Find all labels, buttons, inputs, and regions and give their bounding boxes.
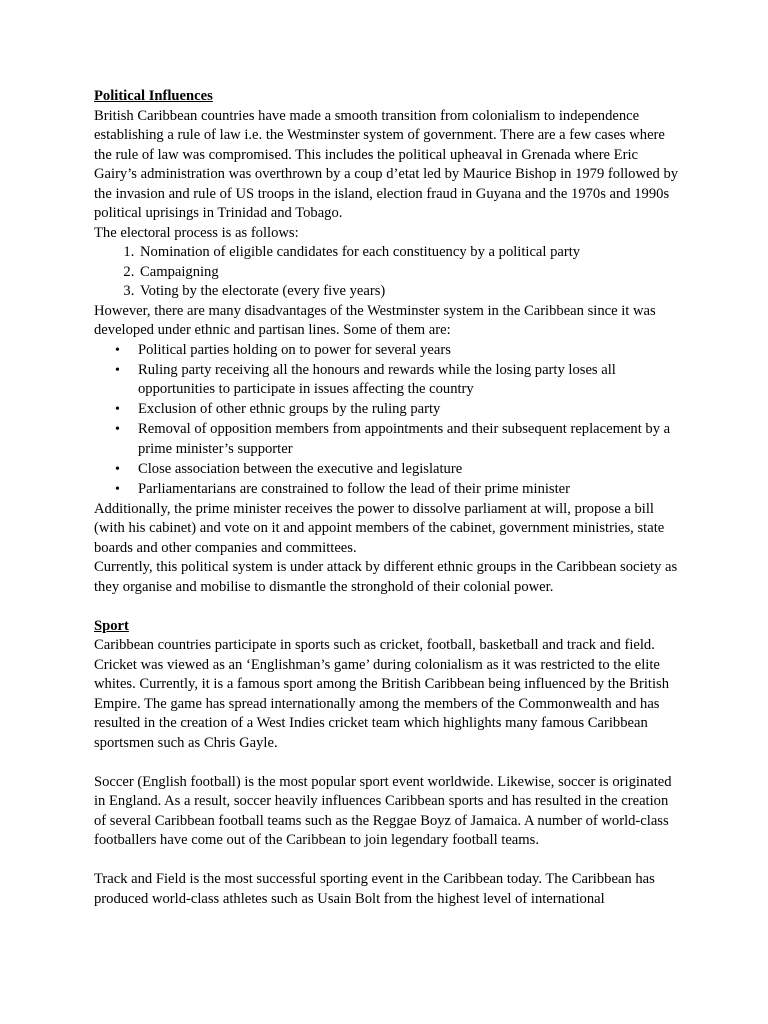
paragraph-spacer xyxy=(94,753,684,773)
disadvantages-lead-paragraph: However, there are many disadvantages of the Westminster system in the Caribbean since it was developed under ethnic and partisan lines. Some of them are: xyxy=(94,302,656,338)
list-item: • Political parties holding on to power for several years xyxy=(138,341,684,361)
sport-paragraph-track: Track and Field is the most successful sporting event in the Caribbean today. The Caribbean has produced world-class athletes such as Usain Bolt from the highest level of international xyxy=(94,871,655,907)
list-item: • Parliamentarians are constrained to follow the lead of their prime minister xyxy=(138,480,684,500)
section-spacer xyxy=(94,597,684,617)
section-heading-political: Political Influences xyxy=(94,88,213,104)
additionally-paragraph: Additionally, the prime minister receives the power to dissolve parliament at will, propose a bill (with his cabinet) and vote on it and appoint members of the cabinet, government ministries, state boards and other companies and committees. xyxy=(94,500,665,556)
sport-paragraph-soccer: Soccer (English football) is the most popular sport event worldwide. Likewise, soccer is originated in England. As a result, soccer heavily influences Caribbean sports and has resulted in the creation of several Caribbean football teams such as the Reggae Boyz of Jamaica. A number of world-class footballers have come out of the Caribbean to join legendary football teams. xyxy=(94,773,672,848)
list-item: • Removal of opposition members from appointments and their subsequent replacement by a prime minister’s supporter xyxy=(138,420,684,459)
currently-paragraph: Currently, this political system is under attack by different ethnic groups in the Caribbean society as they organise and mobilise to dismantle the stronghold of their colonial power. xyxy=(94,559,678,595)
list-item: 3. Voting by the electorate (every five years) xyxy=(138,282,684,302)
disadvantages-list xyxy=(94,341,684,500)
list-item: • Ruling party receiving all the honours and rewards while the losing party loses all opportunities to participate in issues affecting the country xyxy=(138,361,684,400)
list-item: 1. Nomination of eligible candidates for each constituency by a political party xyxy=(138,243,684,263)
electoral-steps-list xyxy=(94,243,684,302)
political-intro-paragraph: British Caribbean countries have made a smooth transition from colonialism to independence establishing a rule of law i.e. the Westminster system of government. There are a few cases where the rule of law was compromised. This includes the political upheaval in Grenada where Eric Gairy’s administration was overthrown by a coup d’etat led by Maurice Bishop in 1979 followed by the invasion and rule of US troops in the island, election fraud in Guyana and the 1970s and 1990s political uprisings in Trinidad and Tobago. xyxy=(94,107,679,221)
document-body xyxy=(94,87,684,909)
electoral-lead-text: The electoral process is as follows: xyxy=(94,224,299,241)
list-item: 2. Campaigning xyxy=(138,263,684,283)
sport-paragraph-cricket: Caribbean countries participate in sports such as cricket, football, basketball and track and field. Cricket was viewed as an ‘Englishman’s game’ during colonialism as it was restricted to the elite whites. Currently, it is a famous sport among the British Caribbean being influenced by the British Empire. The game has spread internationally among the members of the Commonwealth and has resulted in the creation of a West Indies cricket team which highlights many famous Caribbean sportsmen such as Chris Gayle. xyxy=(94,637,669,751)
paragraph-spacer xyxy=(94,851,684,871)
list-item: • Close association between the executive and legislature xyxy=(138,460,684,480)
list-item: • Exclusion of other ethnic groups by the ruling party xyxy=(138,400,684,420)
section-heading-sport: Sport xyxy=(94,617,129,634)
